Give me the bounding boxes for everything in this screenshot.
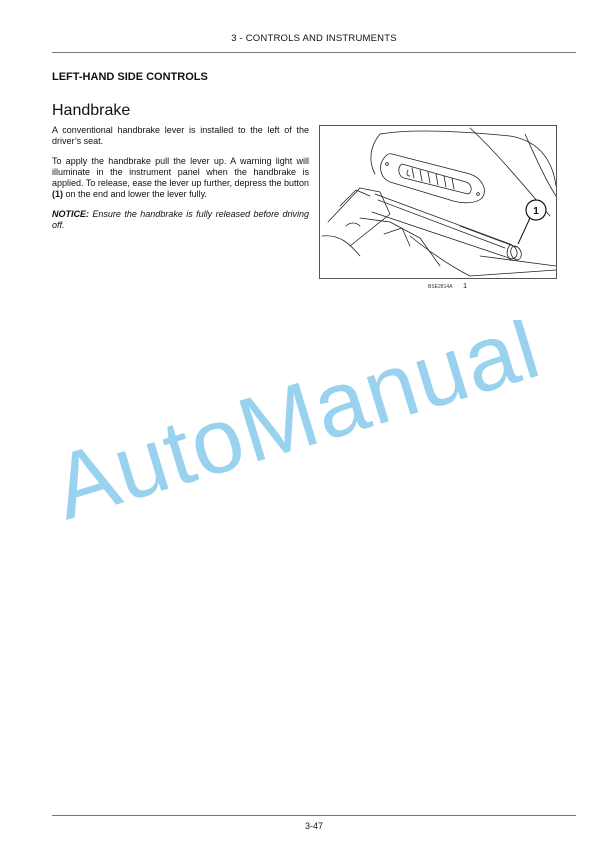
paragraph-instructions-text-a: To apply the handbrake pull the lever up. A warning light will illuminate in the instrument panel when the handbrake is applied. To release, ease the lever up further, depress the button bbox=[52, 156, 310, 188]
callout-label: 1 bbox=[533, 206, 539, 217]
figure-number: 1 bbox=[463, 281, 468, 290]
button-reference: (1) bbox=[52, 189, 63, 199]
section-title: LEFT-HAND SIDE CONTROLS bbox=[52, 71, 208, 83]
paragraph-instructions bbox=[52, 156, 309, 200]
watermark bbox=[56, 320, 576, 540]
watermark-text: AutoManual bbox=[56, 320, 551, 540]
handbrake-illustration bbox=[320, 126, 557, 279]
handbrake-figure bbox=[319, 125, 557, 279]
notice-paragraph bbox=[52, 209, 309, 231]
paragraph-intro: A conventional handbrake lever is installed to the left of the driver’s seat. bbox=[52, 125, 309, 146]
notice-text: Ensure the handbrake is fully released before driving off. bbox=[52, 209, 309, 230]
figure-code: BSE2814A bbox=[428, 284, 453, 290]
body-text-column bbox=[52, 125, 309, 240]
running-header: 3 - CONTROLS AND INSTRUMENTS bbox=[231, 33, 397, 44]
header-rule bbox=[52, 52, 576, 53]
notice-label: NOTICE: bbox=[52, 209, 89, 219]
paragraph-instructions-text-b: on the end and lower the lever fully. bbox=[63, 189, 207, 199]
footer-rule bbox=[52, 815, 576, 816]
page-number: 3-47 bbox=[304, 821, 323, 831]
subsection-title: Handbrake bbox=[52, 102, 131, 119]
